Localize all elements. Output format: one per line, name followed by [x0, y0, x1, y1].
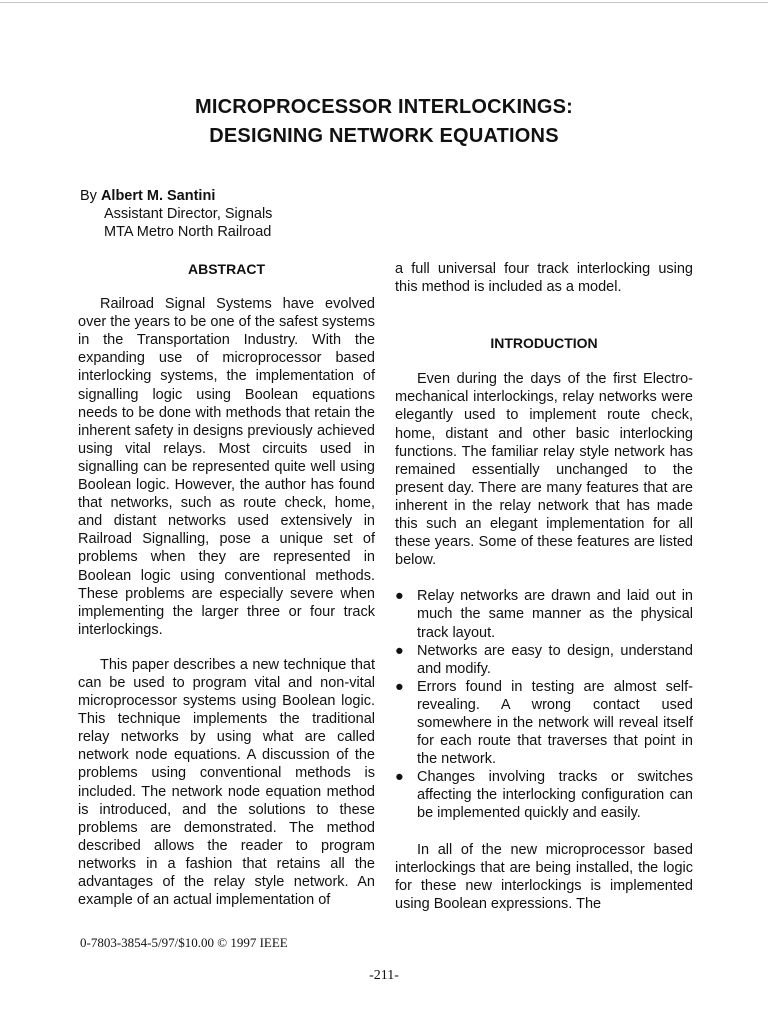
feature-list: [395, 587, 693, 822]
list-item-text: Networks are easy to design, understand and modify.: [417, 642, 693, 677]
abstract-paragraph-2: This paper describes a new technique that can be used to program vital and non-vital microprocessor systems using Boolean logic. This technique implements the traditional relay networks by using what are called network node equations. A discussion of the problems using conventional methods is included. The network node equation method is introduced, and the solutions to these problems are demonstrated. The method described allows the reader to program networks in a fashion that retains all the advantages of the relay style network. An example of an actual implementation of: [78, 656, 375, 909]
top-rule: [0, 2, 768, 3]
abstract-heading: ABSTRACT: [188, 261, 265, 277]
list-item: [395, 678, 693, 768]
author-name: Albert M. Santini: [100, 188, 216, 204]
list-item-text: Errors found in testing are almost self-revealing. A wrong contact used somewhere in the network will reveal itself for each route that traverses that point in the network.: [417, 678, 693, 768]
paper-title-line-2: DESIGNING NETWORK EQUATIONS: [209, 125, 559, 147]
right-column: [395, 260, 693, 913]
abstract-paragraph-1: Railroad Signal Systems have evolved over the years to be one of the safest systems in the Transportation Industry. With the expanding use of microprocessor based interlocking systems, the implementation of signalling logic using Boolean equations needs to be done with methods that retain the inherent safety in designs previously achieved using vital relays. Most circuits used in signalling can be represented quite well using Boolean logic. However, the author has found that networks, such as route check, home, and distant networks used extensively in Railroad Signalling, pose a unique set of problems when they are represented in Boolean logic using conventional methods. These problems are especially severe when implementing the larger three or four track interlockings.: [78, 296, 375, 638]
copyright-footer: 0-7803-3854-5/97/$10.00 © 1997 IEEE: [80, 935, 288, 950]
bullet-icon: ●: [395, 642, 404, 659]
introduction-paragraph-1: Even during the days of the first Electro-mechanical interlockings, relay networks were elegantly used to implement route check, home, distant and other basic interlocking functions. The familiar relay style network has remained essentially unchanged to the present day. There are many features that are inherent in the relay network that has made this such an elegant implementation for all these years. Some of these features are listed below.: [395, 371, 693, 569]
introduction-paragraph-2: In all of the new microprocessor based interlockings that are being installed, the logic for these new interlockings is implemented using Boolean expressions. The: [395, 841, 693, 912]
list-item-text: Changes involving tracks or switches affecting the interlocking configuration can be implemented quickly and easily.: [417, 769, 693, 822]
list-item: [395, 642, 693, 678]
bullet-icon: ●: [395, 588, 404, 605]
author-affiliation: MTA Metro North Railroad: [104, 224, 272, 240]
by-label: By: [80, 188, 101, 204]
introduction-heading: INTRODUCTION: [490, 335, 598, 352]
page-number: -211-: [369, 968, 399, 983]
author-line: [80, 187, 272, 205]
paper-title-line-1: MICROPROCESSOR INTERLOCKINGS:: [194, 96, 574, 118]
bullet-icon: ●: [395, 678, 404, 695]
bullet-icon: ●: [395, 769, 404, 786]
list-item: [395, 587, 693, 641]
list-item: [395, 768, 693, 822]
author-block: [80, 187, 272, 241]
list-item-text: Relay networks are drawn and laid out in much the same manner as the physical track layout.: [417, 588, 693, 641]
left-column: [78, 260, 375, 909]
abstract-paragraph-2-continued: a full universal four track interlocking using this method is included as a model.: [395, 261, 693, 296]
author-position: Assistant Director, Signals: [104, 206, 273, 222]
